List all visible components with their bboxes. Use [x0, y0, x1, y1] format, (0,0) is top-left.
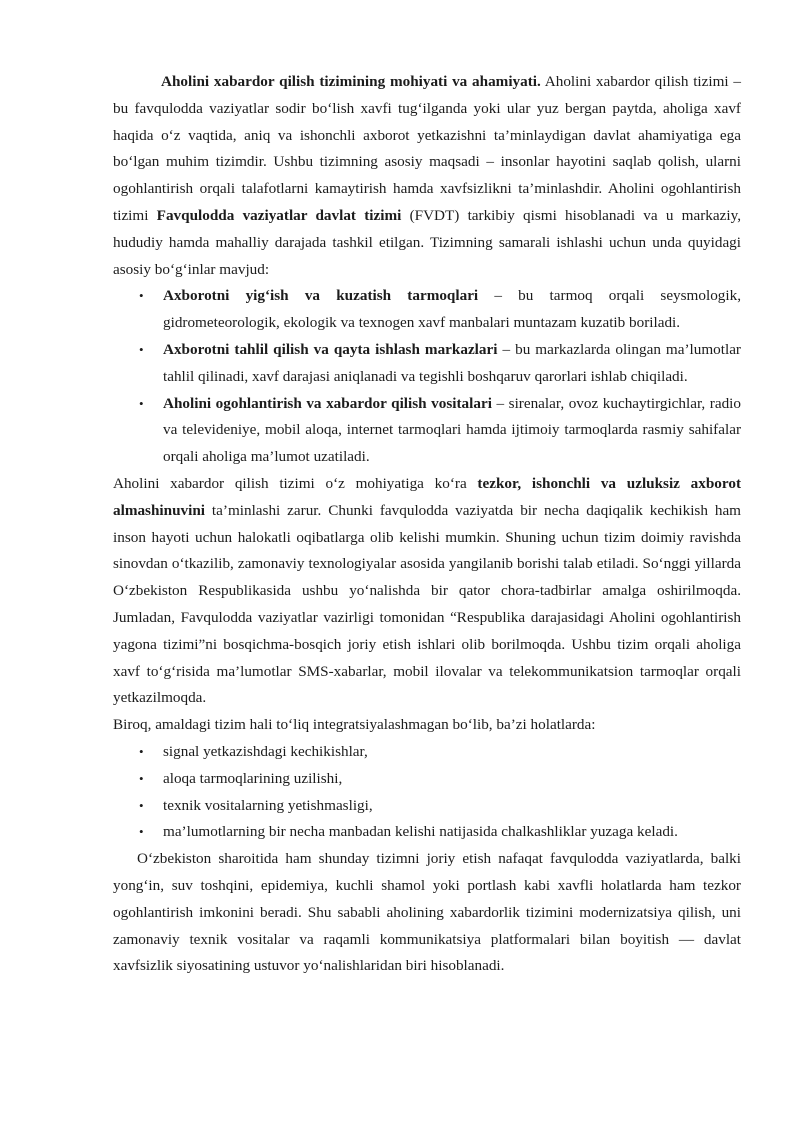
- essence-bold-term: tezkor, ishonchli va uzluksiz axborot almashinuvini: [113, 474, 741, 519]
- list-item: [139, 766, 741, 793]
- components-list: [113, 283, 741, 471]
- essence-paragraph: [113, 471, 741, 712]
- intro-paragraph: [113, 69, 741, 283]
- section-heading: Aholini xabardor qilish tizimining mohiyati va ahamiyati.: [161, 73, 541, 90]
- bullet-icon: •: [139, 341, 144, 357]
- list-item-text: texnik vositalarning yetishmasligi,: [163, 796, 373, 814]
- list-item: [139, 793, 741, 820]
- bullet-icon: •: [139, 288, 144, 304]
- bullet-icon: •: [139, 824, 144, 840]
- document-page: [113, 69, 741, 980]
- bullet-icon: •: [139, 743, 144, 759]
- list-item-title: Axborotni tahlil qilish va qayta ishlash markazlari: [163, 340, 498, 358]
- bullet-icon: •: [139, 395, 144, 411]
- essence-text-1: Aholini xabardor qilish tizimi o‘z mohiyatiga ko‘ra: [113, 474, 478, 492]
- intro-bold-term: Favqulodda vaziyatlar davlat tizimi: [156, 206, 402, 224]
- intro-text-1: Aholini xabardor qilish tizimi – bu favqulodda vaziyatlar sodir bo‘lish xavfi tug‘ilganda yoki ular yuz bergan paytda, aholiga xavf haqida o‘z vaqtida, aniq va ishonchli axborot yetkazishni ta’minlaydigan davlat ahamiyatiga ega bo‘lgan muhim tizimdir. Ushbu tizimning asosiy maqsadi – insonlar hayotini saqlab qolish, ularni ogohlantirish orqali talafotlarni kamaytirish hamda xavfsizlikni ta’minlashdir. Aholini ogohlantirish tizimi: [113, 73, 742, 224]
- problems-list: [113, 739, 741, 846]
- list-item: [139, 739, 741, 766]
- list-item: [139, 283, 741, 337]
- conclusion-paragraph: O‘zbekiston sharoitida ham shunday tizimni joriy etish nafaqat favqulodda vaziyatlarda, balki yong‘in, suv toshqini, epidemiya, kuchli shamol yoki portlash kabi xavfli holatlarda ham tezkor ogohlantirish imkonini beradi. Shu sababli aholining xabardorlik tizimini modernizatsiya qilish, uni zamonaviy texnik vositalar va raqamli kommunikatsiya platformalari bilan boyitish — davlat xavfsizlik siyosatining ustuvor yo‘nalishlaridan biri hisoblanadi.: [113, 850, 741, 975]
- bullet-icon: •: [139, 770, 144, 786]
- list-item-text: ma’lumotlarning bir necha manbadan kelishi natijasida chalkashliklar yuzaga keladi.: [163, 823, 678, 841]
- list-item: [139, 391, 741, 471]
- problems-intro: Biroq, amaldagi tizim hali to‘liq integratsiyalashmagan bo‘lib, ba’zi holatlarda:: [113, 716, 596, 734]
- list-item: [139, 337, 741, 391]
- list-item-title: Aholini ogohlantirish va xabardor qilish vositalari: [163, 394, 492, 412]
- list-item-text: – bu tarmoq orqali seysmologik, gidrometeorologik, ekologik va texnogen xavf manbalari muntazam kuzatib boriladi.: [163, 287, 741, 332]
- list-item-title: Axborotni yig‘ish va kuzatish tarmoqlari: [163, 287, 479, 305]
- list-item: [139, 819, 741, 846]
- list-item-text: – sirenalar, ovoz kuchaytirgichlar, radio va televideniye, mobil aloqa, internet tarmoqlari hamda ijtimoiy tarmoqlarda rasmiy sahifalar orqali aholiga ma’lumot uzatiladi.: [163, 394, 741, 466]
- list-item-text: aloqa tarmoqlarining uzilishi,: [163, 769, 343, 787]
- list-item-text: signal yetkazishdagi kechikishlar,: [163, 742, 368, 760]
- intro-text-2: (FVDT) tarkibiy qismi hisoblanadi va u markaziy, hududiy hamda mahalliy darajada tashkil etilgan. Tizimning samarali ishlashi uchun unda quyidagi asosiy bo‘g‘inlar mavjud:: [113, 206, 741, 278]
- list-item-text: – bu markazlarda olingan ma’lumotlar tahlil qilinadi, xavf darajasi aniqlanadi va tegishli boshqaruv qarorlari ishlab chiqiladi.: [163, 340, 741, 385]
- essence-text-2: ta’minlashi zarur. Chunki favqulodda vaziyatda bir necha daqiqalik kechikish ham inson hayoti uchun halokatli oqibatlarga olib kelishi mumkin. Shuning uchun tizim doimiy ravishda sinovdan o‘tkazilib, zamonaviy texnologiyalar asosida yangilanib borishi talab etiladi. So‘nggi yillarda O‘zbekiston Respublikasida ushbu yo‘nalishda bir qator chora-tadbirlar amalga oshirilmoqda. Jumladan, Favqulodda vaziyatlar vazirligi tomonidan “Respublika darajasidagi Aholini ogohlantirish yagona tizimi”ni bosqichma-bosqich joriy etish ishlari olib borilmoqda. Ushbu tizim orqali aholiga xavf to‘g‘risida ma’lumotlar SMS-xabarlar, mobil ilovalar va telekommunikatsion tarmoqlar orqali yetkazilmoqda.: [113, 501, 741, 707]
- bullet-icon: •: [139, 797, 144, 813]
